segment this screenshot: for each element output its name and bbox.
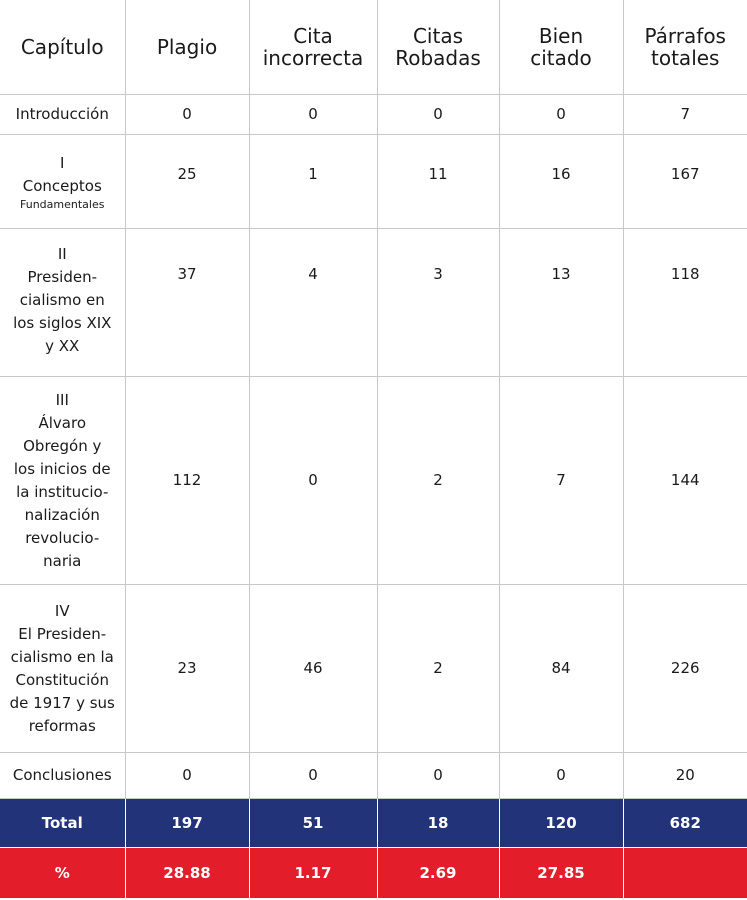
percent-cita-incorrecta: 1.17: [249, 848, 377, 899]
header-citas-robadas: Citas Robadas: [377, 0, 499, 95]
plagio-cell: 0: [125, 95, 249, 135]
plagio-cell: 112: [125, 377, 249, 585]
plagio-cell: 25: [125, 135, 249, 229]
cita-incorrecta-cell: 46: [249, 585, 377, 753]
plagio-cell: 0: [125, 753, 249, 799]
percent-citas-robadas: 2.69: [377, 848, 499, 899]
bien-citado-cell: 16: [499, 135, 623, 229]
cita-incorrecta-cell: 0: [249, 95, 377, 135]
plagio-cell: 23: [125, 585, 249, 753]
percent-bien-citado: 27.85: [499, 848, 623, 899]
parrafos-totales-cell: 167: [623, 135, 747, 229]
citas-robadas-cell: 2: [377, 377, 499, 585]
citas-robadas-cell: 11: [377, 135, 499, 229]
chapter-cell: IV El Presiden- cialismo en la Constitución de 1917 y sus reformas: [0, 585, 125, 753]
bien-citado-cell: 84: [499, 585, 623, 753]
citas-robadas-cell: 2: [377, 585, 499, 753]
table-row: [0, 95, 747, 135]
chapter-cell: Introducción: [0, 95, 125, 135]
header-cita-incorrecta: Cita incorrecta: [249, 0, 377, 95]
chapter-cell: II Presiden- cialismo en los siglos XIX y XX: [0, 229, 125, 377]
cita-incorrecta-cell: 0: [249, 753, 377, 799]
plagio-cell: 37: [125, 229, 249, 377]
parrafos-totales-cell: 20: [623, 753, 747, 799]
total-citas-robadas: 18: [377, 799, 499, 848]
header-chapter: Capítulo: [0, 0, 125, 95]
table-row: [0, 377, 747, 585]
cita-incorrecta-cell: 1: [249, 135, 377, 229]
percent-plagio: 28.88: [125, 848, 249, 899]
percent-label: %: [0, 848, 125, 899]
bien-citado-cell: 0: [499, 753, 623, 799]
total-bien-citado: 120: [499, 799, 623, 848]
chapter-cell: Conclusiones: [0, 753, 125, 799]
total-label: Total: [0, 799, 125, 848]
parrafos-totales-cell: 118: [623, 229, 747, 377]
total-parrafos-totales: 682: [623, 799, 747, 848]
bien-citado-cell: 7: [499, 377, 623, 585]
percent-parrafos-totales: [623, 848, 747, 899]
header-row: [0, 0, 747, 95]
total-row: [0, 799, 747, 848]
chapter-cell: III Álvaro Obregón y los inicios de la institucio- nalización revolucio- naria: [0, 377, 125, 585]
citas-robadas-cell: 0: [377, 95, 499, 135]
parrafos-totales-cell: 226: [623, 585, 747, 753]
header-bien-citado: Bien citado: [499, 0, 623, 95]
chapter-cell: I Conceptos Fundamentales: [0, 135, 125, 229]
table-row: [0, 585, 747, 753]
parrafos-totales-cell: 7: [623, 95, 747, 135]
bien-citado-cell: 13: [499, 229, 623, 377]
header-parrafos-totales: Párrafos totales: [623, 0, 747, 95]
percent-row: [0, 848, 747, 899]
table-row: [0, 753, 747, 799]
cita-incorrecta-cell: 4: [249, 229, 377, 377]
table-row: [0, 135, 747, 229]
citas-robadas-cell: 0: [377, 753, 499, 799]
total-cita-incorrecta: 51: [249, 799, 377, 848]
parrafos-totales-cell: 144: [623, 377, 747, 585]
total-plagio: 197: [125, 799, 249, 848]
header-plagio: Plagio: [125, 0, 249, 95]
cita-incorrecta-cell: 0: [249, 377, 377, 585]
bien-citado-cell: 0: [499, 95, 623, 135]
citas-robadas-cell: 3: [377, 229, 499, 377]
table-row: [0, 229, 747, 377]
